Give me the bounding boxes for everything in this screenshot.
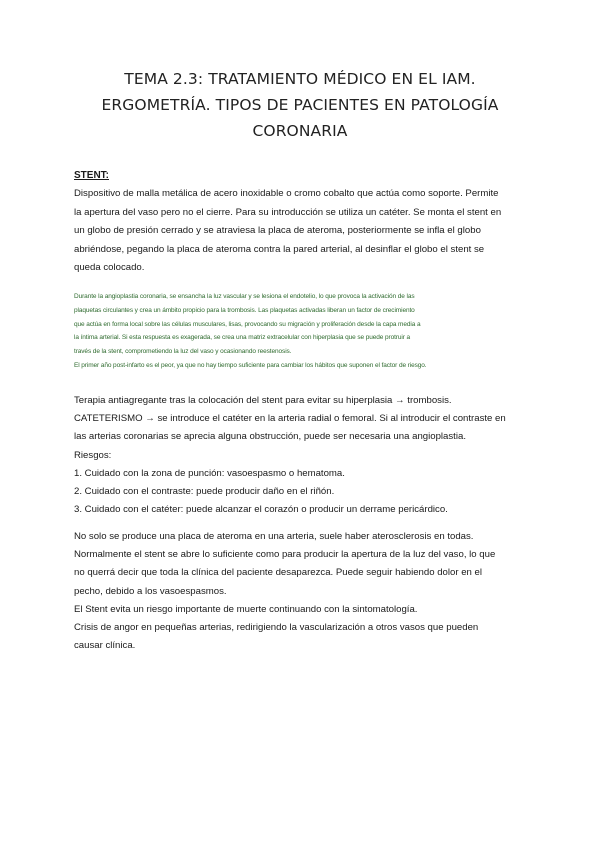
text-line: pecho, debido a los vasoespasmos. <box>74 585 227 597</box>
catheter-section <box>74 392 530 519</box>
stent-heading: STENT: <box>74 170 109 181</box>
note-line: Durante la angioplastia coronaria, se ensancha la luz vascular y se lesiona el endotelio, lo que provoca la activación de las <box>74 293 415 300</box>
risk-item: 1. Cuidado con la zona de punción: vasoespasmo o hematoma. <box>74 467 345 479</box>
note-line: plaquetas circulantes y crea un ámbito propicio para la trombosis. Las plaquetas activadas liberan un factor de crecimiento <box>74 306 415 314</box>
text-line: No solo se produce una placa de ateroma en una arteria, suele haber aterosclerosis en todas. <box>74 531 474 542</box>
text-line: CATETERISMO → se introduce el catéter en la arteria radial o femoral. Si al introducir el contraste en <box>74 413 506 425</box>
title-line: ERGOMETRÍA. TIPOS DE PACIENTES EN PATOLOGÍA <box>101 96 499 114</box>
text-line: causar clínica. <box>74 640 136 652</box>
document-title <box>70 66 530 144</box>
note-line: que actúa en forma local sobre las células musculares, lisas, provocando su migración y proliferación desde la capa media a <box>74 320 421 328</box>
text-line: queda colocado. <box>74 262 145 273</box>
text-line: la apertura del vaso pero no el cierre. Para su introducción se utiliza un catéter. Se monta el stent en <box>74 206 502 218</box>
text-line: Terapia antiagregante tras la colocación del stent para evitar su hiperplasia → trombosis. <box>74 395 452 406</box>
text-line: un globo de presión cerrado y se atraviesa la placa de ateroma, posteriormente se infla el globo <box>74 225 481 236</box>
risk-item: 3. Cuidado con el catéter: puede alcanzar el corazón o producir un derrame pericárdico. <box>74 504 448 516</box>
text-line: Crisis de angor en pequeñas arterias, redirigiendo la vascularización a otros vasos que pueden <box>74 622 479 634</box>
stent-paragraph <box>74 185 530 278</box>
note-line: la íntima arterial. Si esta respuesta es exagerada, se crea una matriz extracelular con hiperplasia que se puede protruir a <box>74 334 411 342</box>
risk-item: 2. Cuidado con el contraste: puede producir daño en el riñón. <box>74 486 335 498</box>
note-line: través de la stent, comprometiendo la luz del vaso y ocasionando reestenosis. <box>74 348 292 356</box>
green-note <box>74 290 530 373</box>
note-line: El primer año post-infarto es el peor, ya que no hay tiempo suficiente para cambiar los hábitos que suponen el factor de riesgo. <box>74 361 427 369</box>
text-line: abriéndose, pegando la placa de ateroma contra la pared arterial, al desinflar el globo el stent se <box>74 243 485 255</box>
text-line: Dispositivo de malla metálica de acero inoxidable o cromo cobalto que actúa como soporte. Permite <box>74 188 499 199</box>
final-paragraph <box>74 528 530 655</box>
text-line: El Stent evita un riesgo importante de muerte continuando con la sintomatología. <box>74 603 418 615</box>
text-line: Normalmente el stent se abre lo suficiente como para producir la apertura de la luz del vaso, lo que <box>74 549 496 561</box>
title-line: CORONARIA <box>252 122 348 140</box>
text-line: no querrá decir que toda la clínica del paciente desaparezca. Puede seguir habiendo dolor en el <box>74 567 483 579</box>
risks-label: Riesgos: <box>74 449 112 461</box>
title-line: TEMA 2.3: TRATAMIENTO MÉDICO EN EL IAM. <box>124 70 476 88</box>
text-line: las arterias coronarias se aprecia alguna obstrucción, puede ser necesaria una angioplastia. <box>74 431 466 443</box>
